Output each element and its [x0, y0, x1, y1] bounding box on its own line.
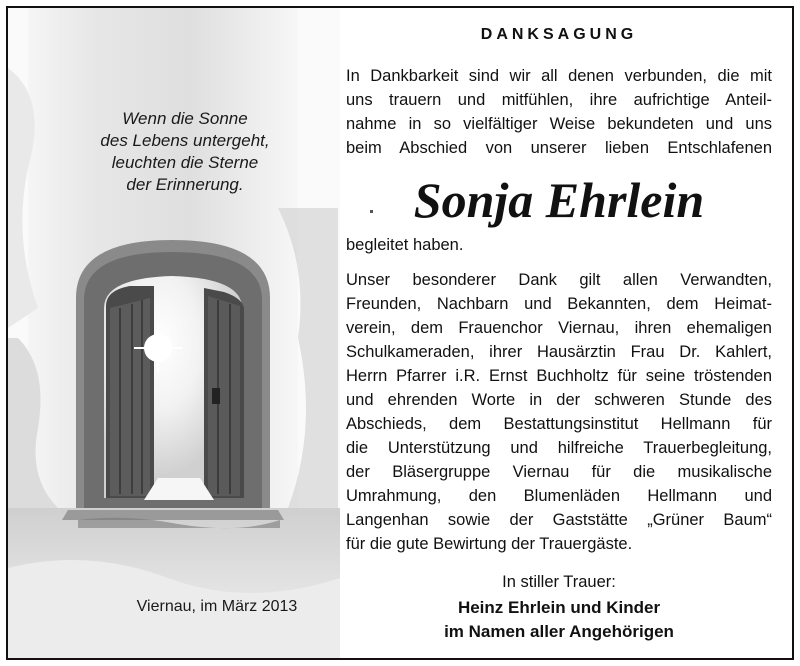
poem-line: der Erinnerung. — [126, 175, 244, 194]
thanks-line: Herrn Pfarrer i.R. Ernst Buchholtz für seine tröstenden — [346, 367, 772, 385]
thanks-paragraph — [346, 268, 772, 556]
thanks-line: die Unterstützung und hilfreiche Trauerbegleitung, — [346, 439, 772, 457]
intro-line: uns trauern und mitfühlen, ihre aufrichtige Anteil- — [346, 91, 772, 109]
thanks-line: Umrahmung, den Blumenläden Hellmann und — [346, 487, 772, 505]
thanks-line: Freunden, Nachbarn und Bekannten, dem Heimat- — [346, 295, 772, 313]
poem-line: leuchten die Sterne — [111, 153, 259, 172]
mourning-line: In stiller Trauer: — [502, 573, 616, 591]
signer-line: im Namen aller Angehörigen — [444, 622, 674, 641]
thanks-line: Schulkameraden, ihrer Hausärztin Frau Dr. Kahlert, — [346, 343, 772, 361]
notice-heading: DANKSAGUNG — [480, 26, 638, 43]
thanks-line: Abschieds, dem Bestattungsinstitut Hellmann für — [346, 415, 772, 433]
accompanied-line: begleitet haben. — [346, 236, 464, 254]
intro-paragraph — [346, 64, 772, 160]
thanks-line: Langenhan sowie der Gaststätte „Grüner Baum“ — [346, 511, 772, 529]
poem-line: des Lebens untergeht, — [100, 131, 270, 150]
thanks-line: für die gute Bewirtung der Trauergäste. — [346, 535, 633, 553]
place-date: Viernau, im März 2013 — [136, 598, 298, 615]
signers — [346, 596, 772, 644]
deceased-name: Sonja Ehrlein — [413, 172, 705, 228]
door-illustration — [8, 8, 340, 658]
memorial-poem — [40, 108, 330, 196]
thanks-line: Unser besonderer Dank gilt allen Verwandten, — [346, 271, 772, 289]
poem-line: Wenn die Sonne — [122, 109, 248, 128]
intro-line: nahme in so vielfältiger Weise bekundeten und uns — [346, 115, 772, 133]
thanks-line: und ehrenden Worte in der schweren Stunde des — [346, 391, 772, 409]
thanks-line: der Bläsergruppe Viernau für die musikalische — [346, 463, 772, 481]
intro-line: In Dankbarkeit sind wir all denen verbunden, die mit — [346, 67, 772, 85]
thanks-line: verein, dem Frauenchor Viernau, ihren ehemaligen — [346, 319, 772, 337]
signer-line: Heinz Ehrlein und Kinder — [457, 598, 661, 617]
intro-line: beim Abschied von unserer lieben Entschlafenen — [346, 139, 772, 157]
